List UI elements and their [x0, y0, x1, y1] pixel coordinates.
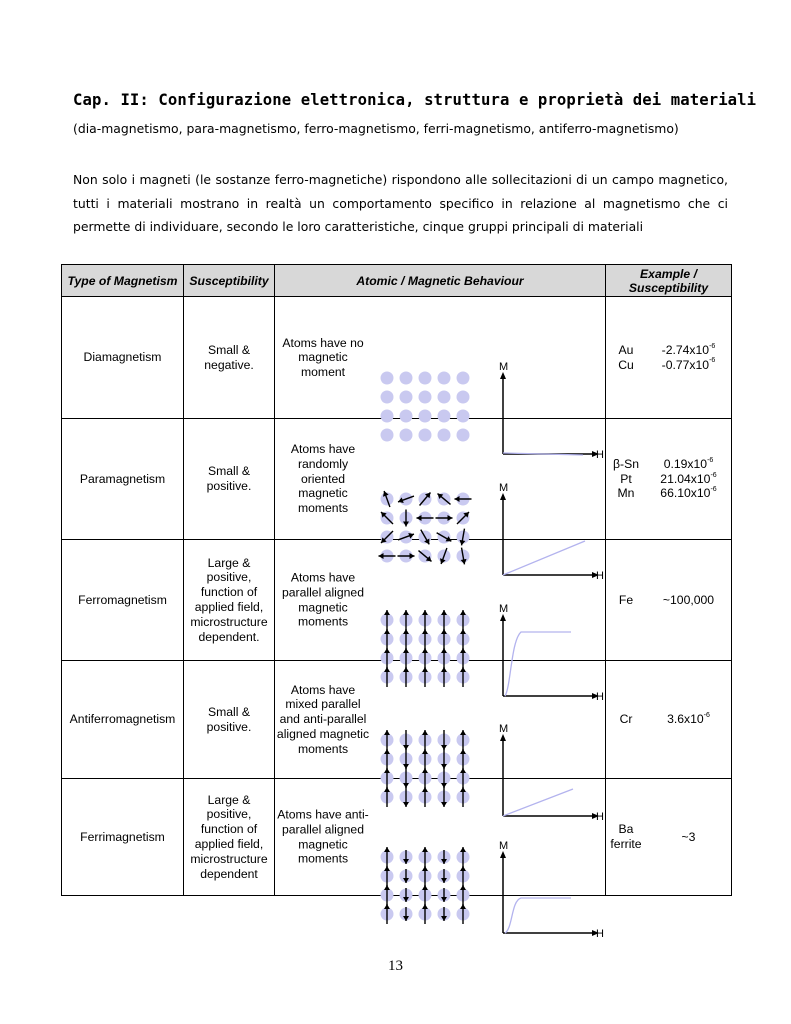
header-example: Example / Susceptibility [606, 265, 732, 297]
m-axis-arrowhead [500, 851, 506, 858]
behaviour-text: Atoms have randomly oriented magnetic moments [290, 442, 356, 516]
behaviour-text: Atoms have parallel aligned magnetic moments [282, 570, 364, 629]
atom-dot [381, 371, 394, 384]
para-figure [367, 479, 603, 597]
h-axis-label: H [596, 928, 604, 940]
mh-curve [505, 898, 571, 933]
example-exponent: -6 [707, 456, 714, 464]
antiferro-figure [367, 720, 603, 838]
atom-dot [457, 371, 470, 384]
ferri-figure [367, 837, 603, 955]
atom-dot [381, 390, 394, 403]
m-axis-label: M [499, 840, 509, 852]
example-cell [606, 540, 732, 661]
atom-dot [457, 428, 470, 441]
dia-figure [367, 358, 603, 476]
example-exponent: -6 [710, 486, 717, 494]
example-value [646, 343, 731, 358]
example-element: β-Sn [613, 456, 639, 471]
ferro-figure [367, 600, 603, 718]
atom-dot [438, 390, 451, 403]
h-axis-label: H [596, 691, 604, 703]
atom-dot [400, 409, 413, 422]
atom-dot [381, 409, 394, 422]
m-axis-label: M [499, 603, 509, 615]
atom-dot [400, 390, 413, 403]
atom-dot [400, 428, 413, 441]
atom-dot [438, 428, 451, 441]
type-cell: Ferromagnetism [62, 540, 184, 661]
type-cell: Antiferromagnetism [62, 661, 184, 779]
behaviour-text: Atoms have no magnetic moment [282, 335, 364, 379]
atom-dot [438, 409, 451, 422]
page-number: 13 [388, 958, 403, 974]
mh-curve [503, 541, 585, 575]
susceptibility-cell: Large & positive, function of applied field, microstructure dependent. [184, 540, 275, 661]
behaviour-text: Atoms have anti-parallel aligned magnetic moments [277, 807, 369, 866]
example-element: Fe [618, 592, 634, 607]
m-axis-label: M [499, 360, 509, 373]
header-behaviour: Atomic / Magnetic Behaviour [275, 265, 606, 297]
type-cell: Paramagnetism [62, 419, 184, 540]
m-axis-label: M [499, 722, 509, 735]
m-axis-arrowhead [500, 734, 506, 741]
chapter-title: Cap. II: Configurazione elettronica, struttura e proprietà dei materiali [73, 91, 757, 109]
atom-dot [419, 428, 432, 441]
atom-dot [419, 371, 432, 384]
example-element: Cr [619, 712, 633, 727]
example-element: Ba ferrite [610, 822, 642, 851]
h-axis-label: H [596, 570, 604, 582]
example-exponent: -6 [703, 712, 710, 720]
example-exponent: -6 [709, 357, 716, 365]
m-axis-arrowhead [500, 372, 506, 379]
m-axis-label: M [499, 482, 509, 494]
atom-dot [457, 409, 470, 422]
example-mantissa: 0.19x10 [663, 456, 708, 471]
example-element: Cu [618, 357, 634, 372]
h-axis-label: H [596, 810, 604, 823]
example-cell [606, 419, 732, 540]
atom-dot [400, 371, 413, 384]
table-header-row [62, 265, 732, 297]
example-mantissa: -0.77x10 [661, 357, 710, 372]
example-mantissa: -2.74x10 [661, 342, 710, 357]
m-axis-arrowhead [500, 493, 506, 500]
example-mantissa: ~100,000 [662, 592, 715, 607]
example-value [646, 472, 731, 487]
example-mantissa: 66.10x10 [660, 486, 711, 501]
table-row [62, 297, 732, 419]
behaviour-text: Atoms have mixed parallel and anti-parallel aligned magnetic moments [276, 682, 370, 756]
mh-curve [503, 789, 573, 816]
susceptibility-cell: Small & positive. [184, 419, 275, 540]
chapter-subtitle: (dia-magnetismo, para-magnetismo, ferro-magnetismo, ferri-magnetismo, antiferro-magnetismo) [73, 121, 679, 136]
susceptibility-cell: Small & negative. [184, 297, 275, 419]
example-element: Pt [620, 471, 632, 486]
header-susceptibility: Susceptibility [184, 265, 275, 297]
h-axis-label: H [596, 448, 604, 461]
type-cell: Diamagnetism [62, 297, 184, 419]
intro-paragraph: Non solo i magneti (le sostanze ferro-magnetiche) rispondono alle sollecitazioni di un campo magnetico, tutti i materiali mostrano in realtà un comportamento specifico in relazione al magnetismo che ci permette di individuare, secondo le loro caratteristiche, cinque gruppi principali di materiali [73, 172, 728, 234]
example-value [646, 712, 731, 727]
magnetism-table [61, 264, 732, 940]
example-value [646, 593, 731, 608]
atom-dot [457, 390, 470, 403]
header-type: Type of Magnetism [62, 265, 184, 297]
example-cell [606, 661, 732, 779]
example-value [646, 830, 731, 845]
example-exponent: -6 [710, 471, 717, 479]
example-mantissa: 21.04x10 [660, 471, 711, 486]
example-cell [606, 297, 732, 419]
atom-dot [381, 428, 394, 441]
susceptibility-cell: Large & positive, function of applied field, microstructure dependent [184, 779, 275, 896]
atom-dot [419, 409, 432, 422]
m-axis-arrowhead [500, 614, 506, 621]
example-value [646, 358, 731, 373]
example-element: Au [618, 342, 634, 357]
mh-curve [505, 632, 571, 696]
example-mantissa: 3.6x10 [667, 712, 704, 727]
behaviour-cell [275, 297, 606, 461]
example-element: Mn [617, 486, 635, 501]
example-value [646, 457, 731, 472]
susceptibility-cell: Small & positive. [184, 661, 275, 779]
atom-dot [438, 371, 451, 384]
example-cell [606, 779, 732, 896]
example-value [646, 486, 731, 501]
atom-dot [419, 390, 432, 403]
example-mantissa: ~3 [681, 829, 696, 844]
type-cell: Ferrimagnetism [62, 779, 184, 896]
example-exponent: -6 [709, 342, 716, 350]
